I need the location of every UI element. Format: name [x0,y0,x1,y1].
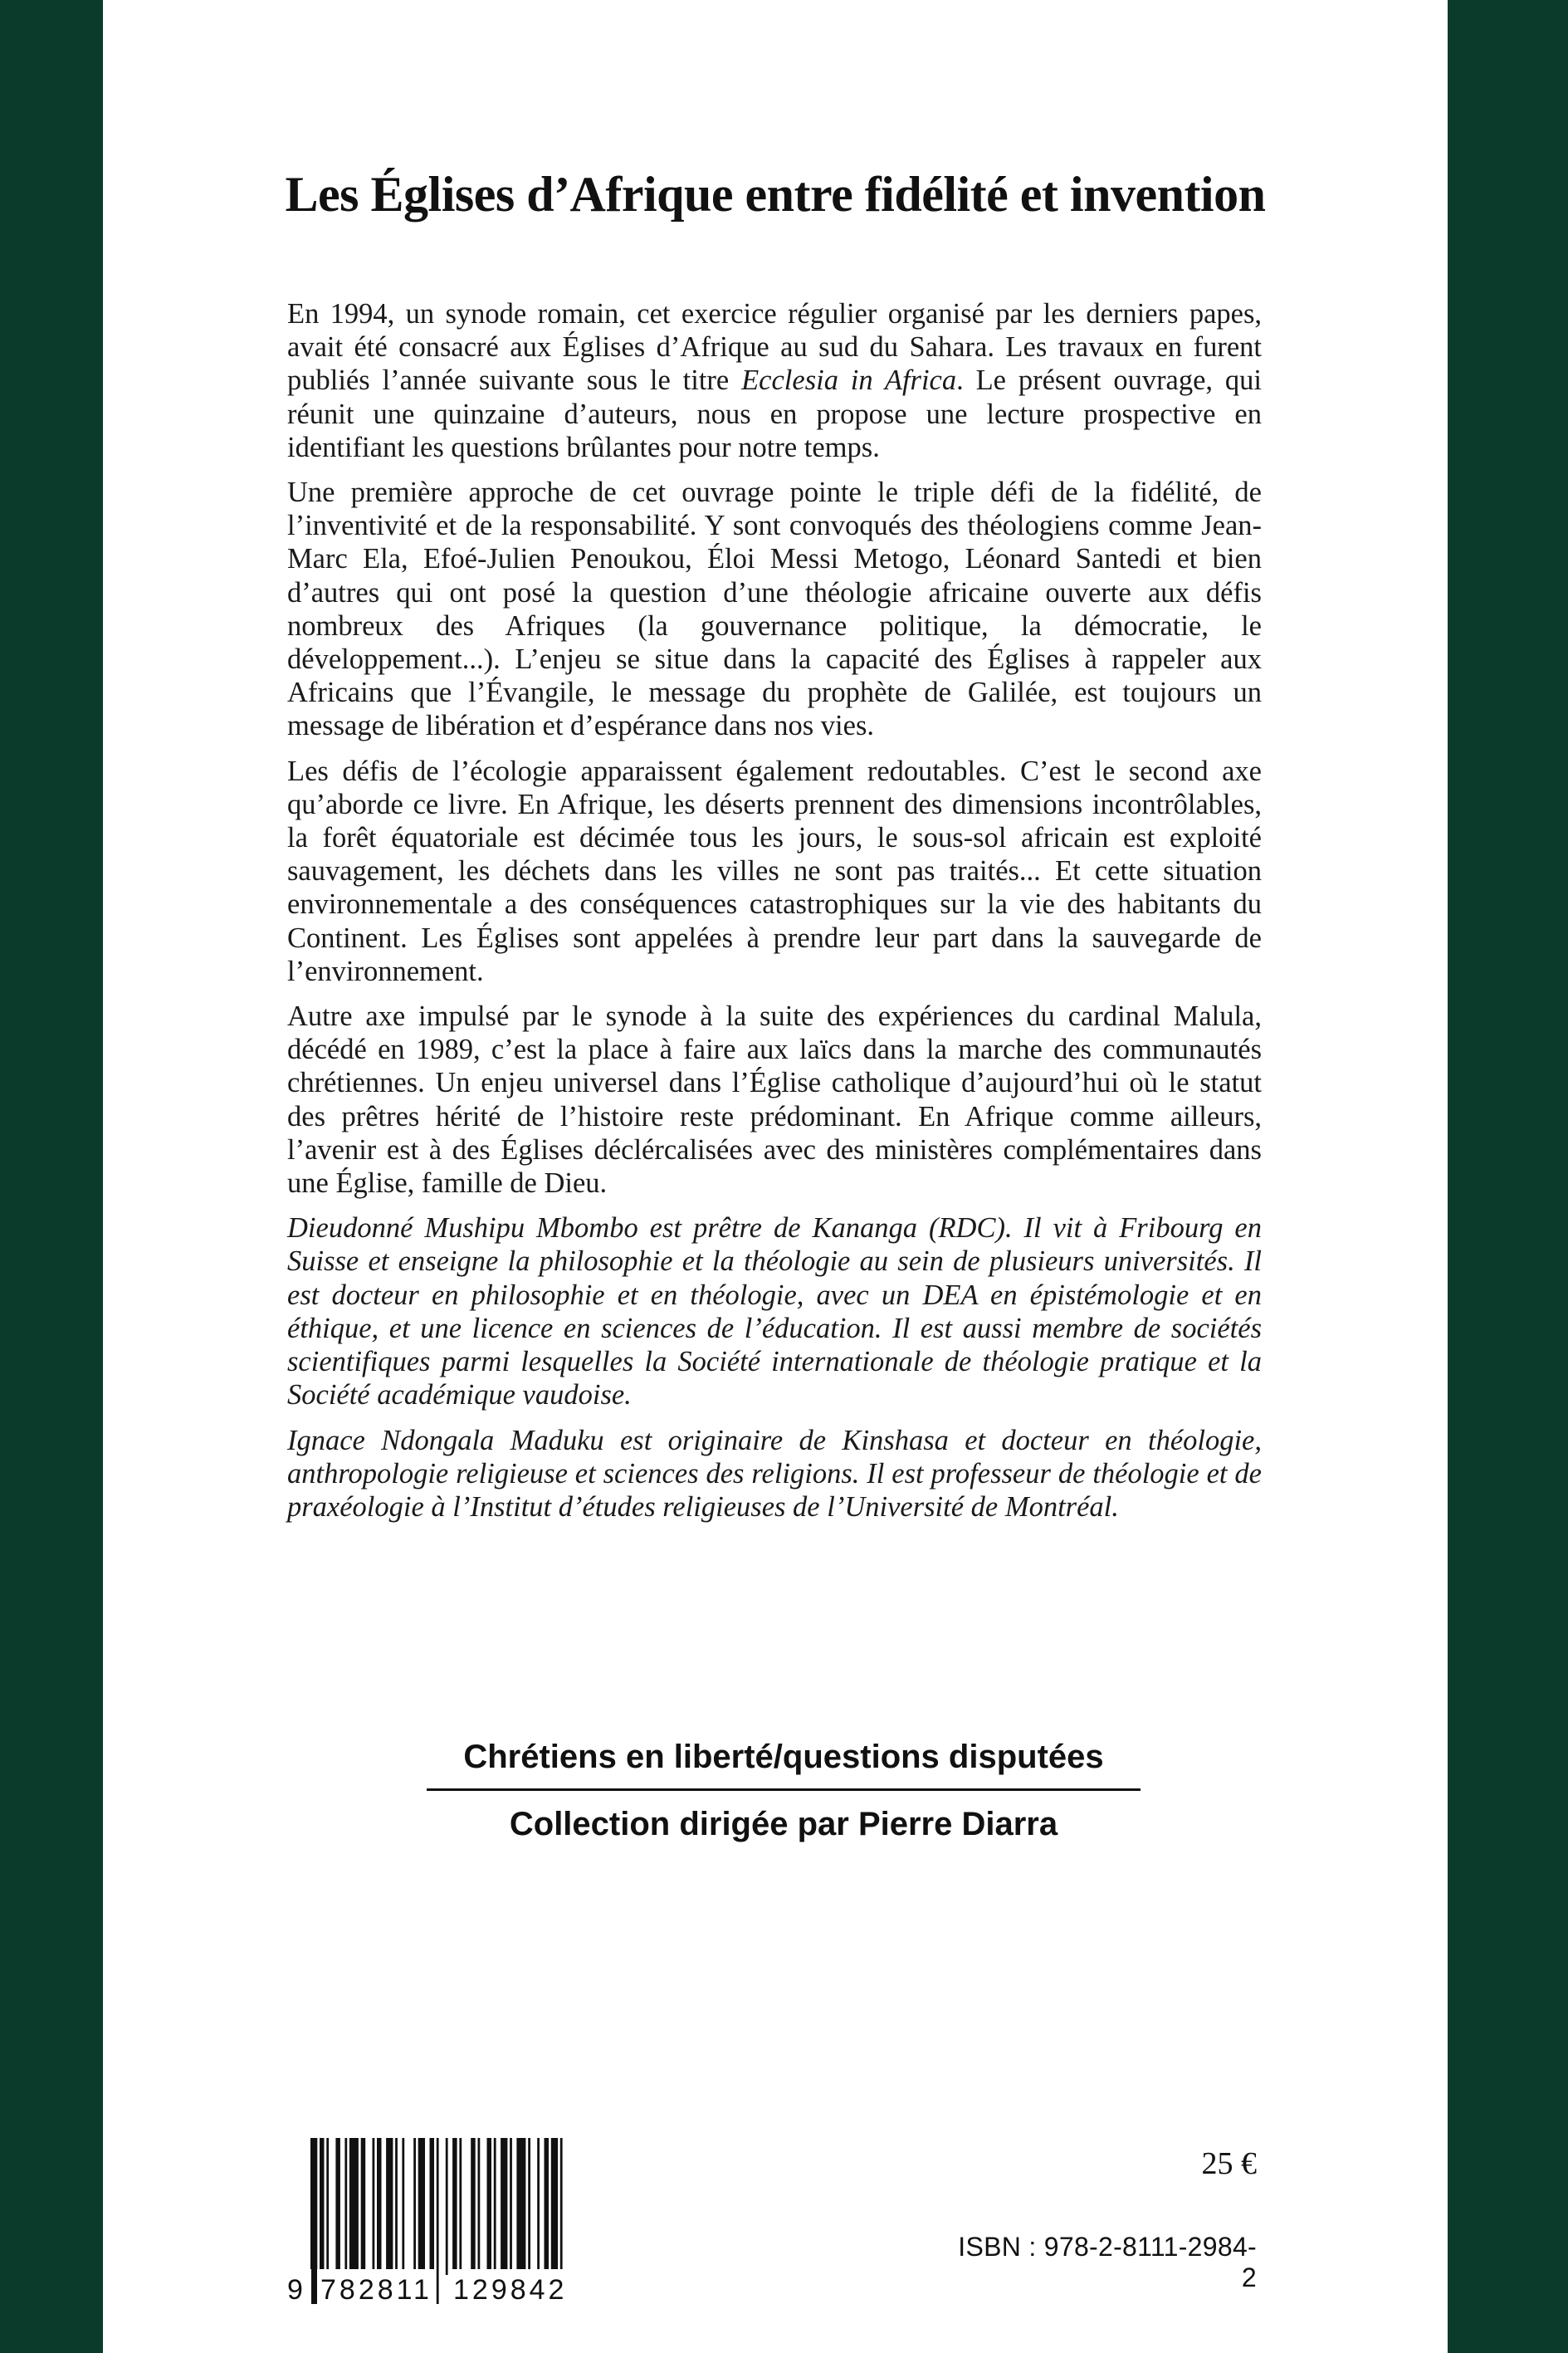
ecclesia-title: Ecclesia in Africa [741,364,957,397]
isbn: ISBN : 978-2-8111-2984-2 [958,2232,1257,2292]
barcode-bar [501,2138,507,2275]
barcode-bar [487,2138,492,2275]
barcode-bar [335,2138,340,2275]
collection-divider [427,1788,1141,1791]
paragraph-laity: Autre axe impulsé par le synode à la suite des expériences du cardinal Malula, décédé en 1989, c’est la place à faire aux laïcs dans la marche des communautés chrétiennes. Un enjeu universel dans l’Église catholique d’aujourd’hui où le statut des prêtres hérité de l’histoire reste prédominant. En Afrique comme ailleurs, l’avenir est à des Églises déclércalisées avec des ministères complémentaires dans une Église, famille de Dieu. [287,1000,1262,1200]
barcode-bar [344,2138,347,2275]
collection-editor: Collection dirigée par Pierre Diarra [509,1806,1058,1842]
barcode-bar [395,2138,398,2275]
paragraph-fidelity: Une première approche de cet ouvrage pointe le triple défi de la fidélité, de l’inventivité et de la responsabilité. Y sont convoqués des théologiens comme Jean-Marc Ela, Efoé-Julien Penoukou, Éloi Messi Metogo, Léonard Santedi et bien d’autres qui ont posé la question d’une théologie africaine ouverte aux défis nombreux des Afriques (la gouvernance politique, la démocratie, le développement...). L’enjeu se situe dans la capacité des Églises à rappeler aux Africains que l’Évangile, le message du prophète de Galilée, est toujours un message de libération et d’espérance dans nos vies. [287,477,1262,742]
barcode-bar [516,2138,525,2275]
barcode-bar [459,2138,462,2275]
barcode-bar [545,2138,550,2275]
barcode-bar [386,2138,393,2275]
cover-band-right [1448,0,1568,2353]
barcode-bar [373,2138,375,2275]
barcode-bar [402,2138,404,2275]
barcode-bar [377,2138,382,2275]
barcode-bar [494,2138,496,2275]
barcode-bar [361,2138,366,2275]
barcode-bar [413,2138,416,2275]
barcode-digits [287,2269,586,2311]
cover-band-left [0,0,103,2353]
barcode-bar [537,2138,540,2275]
barcode-bar [471,2138,476,2275]
barcode-bar [452,2138,457,2275]
barcode-bar [418,2138,425,2275]
paragraph-intro-b: . Le présent ouvrage, qui réunit une quinzaine d’auteurs, nous en propose une lecture prospective en identifiant les questions brûlantes pour notre temps. [287,364,1262,463]
author-bio-mushipu: Dieudonné Mushipu Mbombo est prêtre de Kananga (RDC). Il vit à Fribourg en Suisse et enseigne la philosophie et la théologie au sein de plusieurs universités. Il est docteur en philosophie et en théologie, avec un DEA en épistémologie et en éthique, et une licence en sciences de l’éducation. Il est aussi membre de sociétés scientifiques parmi lesquelles la Société internationale de théologie pratique et la Société académique vaudoise. [287,1212,1262,1411]
barcode-bar [510,2138,512,2275]
barcode-digits-right: 129842 [450,2269,570,2311]
barcode-digits-left: 782811 [317,2269,436,2311]
barcode-bar [430,2138,435,2275]
author-bio-ndongala: Ignace Ndongala Maduku est originaire de Kinshasa et docteur en théologie, anthropologie religieuse et sciences des religions. Il est professeur de théologie et de praxéologie à l’Institut d’études religieuses de l’Université de Montréal. [287,1424,1262,1523]
price: 25 € [1201,2146,1257,2181]
barcode-digit-first: 9 [287,2269,311,2311]
paragraph-intro [287,297,1262,464]
collection-block [427,1732,1141,1849]
paragraph-intro-a: En 1994, un synode romain, cet exercice régulier organisé par les derniers papes, avait été consacré aux Églises d’Afrique au sud du Sahara. Les travaux en furent publiés l’année suivante sous le titre [287,298,1262,397]
barcode-bar [478,2138,481,2275]
collection-series: Chrétiens en liberté/questions disputées [463,1739,1104,1775]
barcode-bar [446,2138,448,2275]
paragraph-ecology: Les défis de l’écologie apparaissent également redoutables. C’est le second axe qu’aborde ce livre. En Afrique, les déserts prennent des dimensions incontrôlables, la forêt équatoriale est décimée tous les jours, le sous-sol africain est exploité sauvagement, les déchets dans les villes ne sont pas traités... Et cette situation environnementale a des conséquences catastrophiques sur la vie des habitants du Continent. Les Églises sont appelées à prendre leur part dans la sauvegarde de l’environnement. [287,755,1262,987]
barcode-bar [349,2138,359,2275]
barcode-bar [551,2138,558,2275]
back-cover-text [287,297,1262,1535]
barcode-bar [528,2138,530,2275]
barcode-bar [326,2138,329,2275]
book-title: Les Églises d’Afrique entre fidélité et invention [285,167,1266,222]
